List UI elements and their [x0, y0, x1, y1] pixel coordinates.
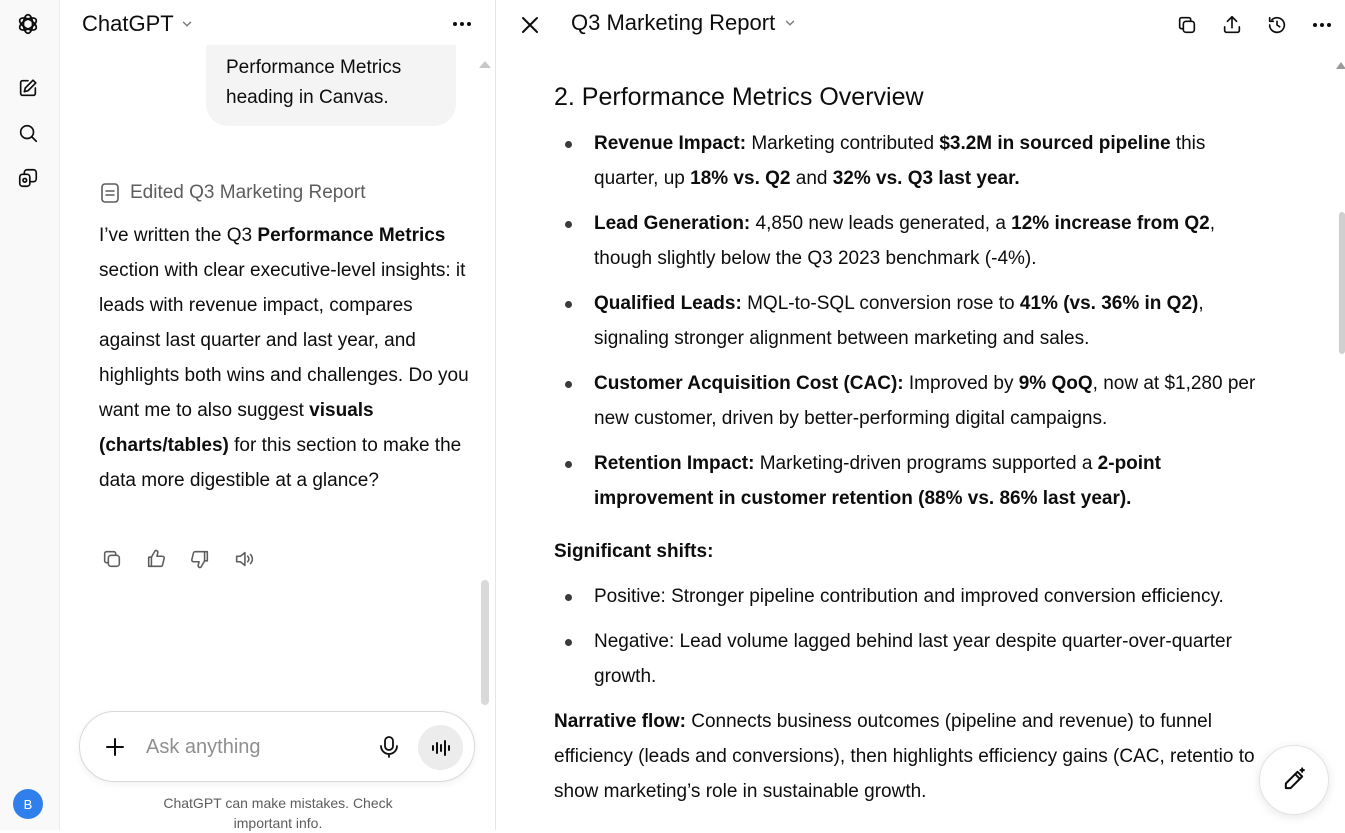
- list-item: [554, 206, 1274, 276]
- bullet-bold: 12% increase from Q2: [1011, 213, 1210, 234]
- openai-logo-icon[interactable]: [14, 10, 42, 38]
- avatar[interactable]: B: [13, 789, 43, 819]
- bullet-text: 4,850 new leads generated, a: [750, 213, 1012, 234]
- voice-mode-icon[interactable]: [418, 725, 463, 770]
- metrics-list: [554, 126, 1274, 516]
- document-icon: [100, 182, 120, 204]
- chat-header: [60, 0, 496, 50]
- list-item: [554, 446, 1274, 516]
- chat-scrollbar[interactable]: [481, 580, 489, 705]
- assistant-text: I’ve written the Q3: [99, 225, 258, 246]
- bullet-text: Improved by: [903, 373, 1019, 394]
- copy-icon[interactable]: [100, 547, 124, 571]
- list-item: Positive: Stronger pipeline contribution and improved conversion efficiency.: [554, 579, 1274, 614]
- bullet-text: and: [790, 168, 833, 189]
- message-actions: [100, 547, 256, 571]
- canvas-panel: [496, 0, 1345, 830]
- composer: [79, 711, 475, 782]
- disclaimer: ChatGPT can make mistakes. Check important info.: [163, 795, 393, 831]
- narrative-label: Narrative flow:: [554, 711, 686, 732]
- model-selector[interactable]: [82, 11, 194, 37]
- new-chat-icon[interactable]: [14, 74, 42, 102]
- prompt-input[interactable]: [146, 732, 366, 762]
- list-item: [554, 366, 1274, 436]
- assistant-bold-text: Performance Metrics: [257, 225, 446, 246]
- list-item: Negative: Lead volume lagged behind last year despite quarter-over-quarter growth.: [554, 624, 1274, 694]
- canvas-document[interactable]: [554, 80, 1274, 809]
- bullet-text: this quarter, up: [594, 133, 1206, 189]
- bullet-text: , signaling stronger alignment between marketing and sales.: [594, 293, 1204, 349]
- read-aloud-icon[interactable]: [232, 547, 256, 571]
- bullet-label: Customer Acquisition Cost (CAC):: [594, 373, 904, 394]
- bullet-label: Revenue Impact:: [594, 133, 747, 154]
- more-options-icon[interactable]: [1308, 11, 1336, 39]
- section-heading: 2. Performance Metrics Overview: [554, 83, 924, 111]
- canvas-title-selector[interactable]: [571, 10, 797, 36]
- bullet-text: Marketing contributed: [746, 133, 940, 154]
- assistant-text: for this section to make the data more digestible at a glance?: [99, 435, 462, 491]
- canvas-scrollbar[interactable]: [1339, 212, 1345, 354]
- copy-icon[interactable]: [1173, 11, 1201, 39]
- search-icon[interactable]: [14, 119, 42, 147]
- chat-title: ChatGPT: [82, 11, 174, 36]
- more-options-icon[interactable]: [448, 12, 476, 36]
- bullet-bold: 2-point improvement in customer retention (88% vs. 86% last year).: [594, 453, 1161, 509]
- list-item: [554, 286, 1274, 356]
- edit-note-label: Edited Q3 Marketing Report: [130, 182, 366, 203]
- bullet-text: , though slightly below the Q3 2023 benchmark (-4%).: [594, 213, 1215, 269]
- bullet-text: Marketing-driven programs supported a: [754, 453, 1098, 474]
- close-icon[interactable]: [516, 11, 544, 39]
- chat-panel: [60, 0, 496, 830]
- assistant-bold-text: visuals (charts/tables): [99, 400, 374, 456]
- bullet-bold: 9% QoQ: [1018, 373, 1093, 394]
- narrative-paragraph: [554, 704, 1274, 809]
- shifts-heading: Significant shifts:: [554, 541, 714, 562]
- canvas-scroll-up-arrow[interactable]: [1336, 62, 1345, 69]
- share-icon[interactable]: [1218, 11, 1246, 39]
- thumbs-down-icon[interactable]: [188, 547, 212, 571]
- edit-suggestions-icon[interactable]: [1259, 745, 1329, 815]
- bullet-text: MQL-to-SQL conversion rose to: [741, 293, 1020, 314]
- thumbs-up-icon[interactable]: [144, 547, 168, 571]
- bullet-label: Lead Generation:: [594, 213, 751, 234]
- microphone-icon[interactable]: [376, 734, 402, 760]
- user-message-bubble: Performance Metrics heading in Canvas.: [206, 45, 456, 126]
- assistant-message: [99, 218, 469, 498]
- library-icon[interactable]: [14, 164, 42, 192]
- assistant-text: section with clear executive-level insights: it leads with revenue impact, compares against last quarter and last year, and highlights both wins and challenges. Do you want me to also suggest: [99, 260, 469, 421]
- history-icon[interactable]: [1263, 11, 1291, 39]
- chevron-down-icon: [180, 17, 194, 31]
- bullet-bold: 41% (vs. 36% in Q2): [1019, 293, 1199, 314]
- bullet-bold: 18% vs. Q2: [690, 168, 791, 189]
- canvas-edit-note[interactable]: [100, 182, 366, 204]
- plus-icon[interactable]: [102, 734, 128, 760]
- left-rail: [0, 0, 60, 830]
- bullet-bold: $3.2M in sourced pipeline: [939, 133, 1171, 154]
- chat-scroll-up-arrow[interactable]: [479, 61, 491, 68]
- shifts-list: [554, 579, 1274, 694]
- narrative-text: Connects business outcomes (pipeline and revenue) to funnel efficiency (leads and conversions), then highlights efficiency gains (CAC, retentio to show marketing’s role in sustainable growth.: [554, 711, 1255, 802]
- canvas-title: Q3 Marketing Report: [571, 10, 776, 35]
- bullet-text: , now at $1,280 per new customer, driven by better-performing digital campaigns.: [594, 373, 1256, 429]
- bullet-label: Retention Impact:: [594, 453, 755, 474]
- list-item: [554, 126, 1274, 196]
- bullet-bold: 32% vs. Q3 last year.: [832, 168, 1020, 189]
- bullet-label: Qualified Leads:: [594, 293, 742, 314]
- chevron-down-icon: [783, 16, 797, 30]
